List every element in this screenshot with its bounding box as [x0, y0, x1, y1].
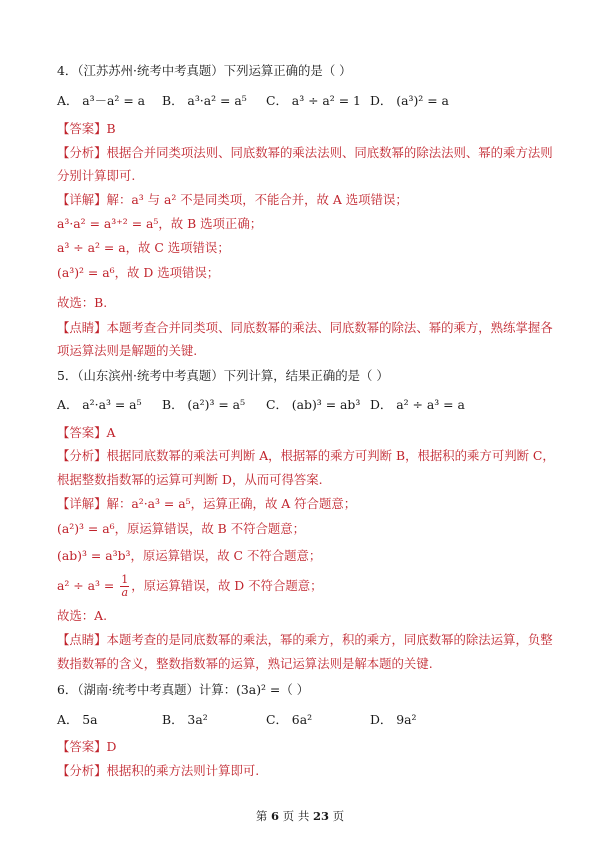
q5-detail-line4	[57, 574, 560, 599]
q4-analysis-line1: 【分析】根据合并同类项法则、同底数幂的乘法法则、同底数幂的除法法则、幂的乘方法则	[57, 145, 553, 160]
q6-option-d: D． 9a²	[370, 712, 417, 727]
q5-option-d: D． a² ÷ a³ = a	[370, 397, 465, 412]
footer-total-pages: 23	[312, 809, 329, 823]
q5-comment-line1: 【点睛】本题考查的是同底数幂的乘法，幂的乘方，积的乘方，同底数幂的除法运算，负整	[57, 632, 553, 647]
q4-option-b: B． a³·a² = a⁵	[162, 93, 247, 108]
q6-option-b: B． 3a²	[162, 712, 208, 727]
q4-detail-line4: (a³)² = a⁶，故 D 选项错误；	[57, 265, 220, 280]
q5-comment-line2: 数指数幂的含义，整数指数幂的运算，熟记运算法则是解本题的关键.	[57, 656, 433, 671]
q5-detail-line3: (ab)³ = a³b³，原运算错误，故 C 不符合题意；	[57, 548, 322, 563]
q6-answer: 【答案】D	[57, 739, 117, 754]
q4-stem: 4．（江苏苏州·统考中考真题）下列运算正确的是（ ）	[57, 63, 352, 78]
q5-fraction-numerator: 1	[121, 573, 129, 586]
footer-prefix: 第	[255, 809, 271, 823]
q4-option-a: A． a³－a² = a	[57, 93, 146, 108]
q4-detail-line1: 【详解】解：a³ 与 a² 不是同类项，不能合并，故 A 选项错误；	[57, 192, 408, 207]
q5-choice: 故选：A.	[57, 608, 108, 623]
q5-analysis-line2: 根据整数指数幂的运算可判断 D，从而可得答案.	[57, 472, 323, 487]
q5-option-a: A． a²·a³ = a⁵	[57, 397, 142, 412]
q5-detail4-prefix: a² ÷ a³ =	[57, 578, 119, 593]
q5-detail-line1: 【详解】解：a²·a³ = a⁵，运算正确，故 A 符合题意；	[57, 496, 357, 511]
q5-fraction	[120, 574, 129, 599]
q4-option-c: C． a³ ÷ a² = 1	[266, 93, 361, 108]
q5-fraction-denominator: a	[121, 586, 129, 599]
q4-analysis-line2: 分别计算即可.	[57, 168, 136, 183]
q5-answer: 【答案】A	[57, 425, 116, 440]
q4-detail-line2: a³·a² = a³⁺² = a⁵，故 B 选项正确；	[57, 216, 263, 231]
q4-detail-line3: a³ ÷ a² = a，故 C 选项错误；	[57, 240, 230, 255]
q4-answer: 【答案】B	[57, 121, 116, 136]
q4-choice: 故选：B.	[57, 295, 108, 310]
q4-comment-line1: 【点睛】本题考查合并同类项、同底数幂的乘法、同底数幂的除法、幂的乘方，熟练掌握各	[57, 320, 553, 335]
footer-suffix: 页	[329, 809, 345, 823]
q5-stem: 5．（山东滨州·统考中考真题）下列计算，结果正确的是（ ）	[57, 368, 389, 383]
q6-option-c: C． 6a²	[266, 712, 313, 727]
footer-page-number: 6	[271, 809, 280, 823]
q4-option-d: D． (a³)² = a	[370, 93, 449, 108]
q5-detail-line2: (a²)³ = a⁶，原运算错误，故 B 不符合题意；	[57, 521, 306, 536]
q5-detail4-suffix: ，原运算错误，故 D 不符合题意；	[131, 578, 323, 593]
q6-stem: 6．（湖南·统考中考真题）计算：(3a)² =（ ）	[57, 682, 310, 697]
q5-option-b: B． (a²)³ = a⁵	[162, 397, 246, 412]
page-footer	[0, 808, 600, 824]
q4-comment-line2: 项运算法则是解题的关键.	[57, 343, 198, 358]
q6-option-a: A． 5a	[57, 712, 98, 727]
footer-middle: 页 共	[279, 809, 313, 823]
q6-analysis-line1: 【分析】根据积的乘方法则计算即可.	[57, 763, 260, 778]
q5-option-c: C． (ab)³ = ab³	[266, 397, 361, 412]
q5-analysis-line1: 【分析】根据同底数幂的乘法可判断 A，根据幂的乘方可判断 B，根据积的乘方可判断 C，	[57, 448, 555, 463]
